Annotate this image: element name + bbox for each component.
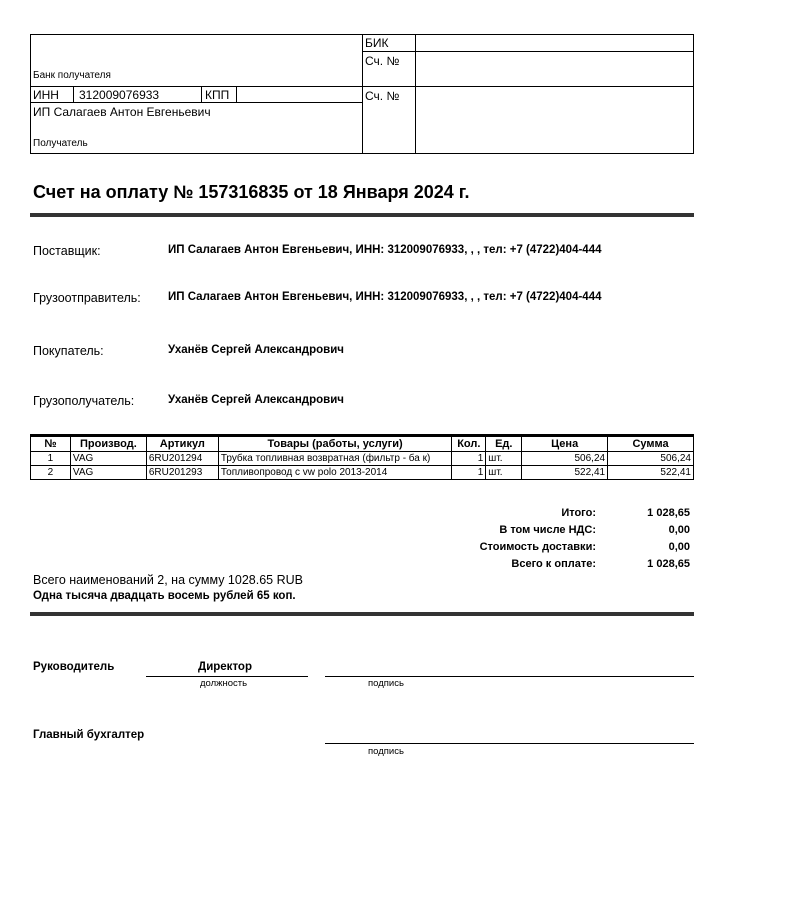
bik-label: БИК bbox=[365, 36, 389, 50]
row-quantity: 1 bbox=[452, 466, 486, 480]
bank-divider-left bbox=[362, 35, 363, 153]
row-goods: Трубка топливная возвратная (фильтр - ба к) bbox=[218, 452, 452, 466]
col-header-quantity: Кол. bbox=[452, 436, 486, 452]
signature-caption-2: подпись bbox=[368, 746, 404, 757]
row-article: 6RU201294 bbox=[146, 452, 218, 466]
total-label: Итого: bbox=[561, 507, 596, 519]
position-line bbox=[146, 676, 308, 677]
row-manufacturer: VAG bbox=[70, 452, 146, 466]
col-header-goods: Товары (работы, услуги) bbox=[218, 436, 452, 452]
account-label-2: Сч. № bbox=[365, 89, 400, 103]
row-sum: 506,24 bbox=[608, 452, 694, 466]
row-manufacturer: VAG bbox=[70, 466, 146, 480]
row-sum: 522,41 bbox=[608, 466, 694, 480]
shipper-value: ИП Салагаев Антон Евгеньевич, ИНН: 312009076933, , , тел: +7 (4722)404-444 bbox=[168, 291, 602, 303]
kpp-divider-right bbox=[236, 86, 237, 102]
col-header-manufacturer: Производ. bbox=[70, 436, 146, 452]
bik-row-line bbox=[362, 51, 693, 52]
shipper-label: Грузоотправитель: bbox=[33, 291, 141, 305]
row-unit: шт. bbox=[486, 466, 522, 480]
bank-divider-right bbox=[415, 35, 416, 153]
col-header-price: Цена bbox=[522, 436, 608, 452]
title-underline bbox=[30, 213, 694, 217]
head-signature-line bbox=[325, 676, 694, 677]
row-number: 1 bbox=[31, 452, 71, 466]
head-label: Руководитель bbox=[33, 661, 115, 673]
position-caption: должность bbox=[200, 678, 248, 689]
row-quantity: 1 bbox=[452, 452, 486, 466]
inn-value: 312009076933 bbox=[79, 88, 160, 102]
consignee-label: Грузополучатель: bbox=[33, 394, 135, 408]
col-header-number: № bbox=[31, 436, 71, 452]
signature-caption-1: подпись bbox=[368, 678, 404, 689]
supplier-value: ИП Салагаев Антон Евгеньевич, ИНН: 312009076933, , , тел: +7 (4722)404-444 bbox=[168, 244, 602, 256]
accountant-signature-line bbox=[325, 743, 694, 744]
col-header-unit: Ед. bbox=[486, 436, 522, 452]
amount-in-words: Одна тысяча двадцать восемь рублей 65 коп. bbox=[33, 590, 296, 602]
invoice-title: Счет на оплату № 157316835 от 18 Января 2024 г. bbox=[33, 182, 470, 202]
grand-total-value: 1 028,65 bbox=[647, 558, 690, 570]
vat-value: 0,00 bbox=[668, 524, 690, 536]
row-article: 6RU201293 bbox=[146, 466, 218, 480]
items-count-summary: Всего наименований 2, на сумму 1028.65 RUB bbox=[33, 573, 303, 587]
grand-total-label: Всего к оплате: bbox=[511, 558, 596, 570]
row-price: 522,41 bbox=[522, 466, 608, 480]
row-number: 2 bbox=[31, 466, 71, 480]
bank-recipient-label: Банк получателя bbox=[33, 70, 111, 81]
inn-divider bbox=[73, 86, 74, 102]
buyer-label: Покупатель: bbox=[33, 344, 104, 358]
summary-underline bbox=[30, 612, 694, 616]
bank-details-box bbox=[30, 34, 694, 154]
vat-label: В том числе НДС: bbox=[499, 524, 596, 536]
kpp-label: КПП bbox=[205, 88, 230, 102]
account-label-1: Сч. № bbox=[365, 54, 400, 68]
bank-mid-line bbox=[31, 86, 693, 87]
row-price: 506,24 bbox=[522, 452, 608, 466]
row-goods: Топливопровод с vw polo 2013-2014 bbox=[218, 466, 452, 480]
col-header-article: Артикул bbox=[146, 436, 218, 452]
recipient-name: ИП Салагаев Антон Евгеньевич bbox=[33, 105, 211, 119]
head-position: Директор bbox=[198, 661, 252, 673]
inn-row-line bbox=[31, 102, 362, 103]
items-table bbox=[30, 434, 694, 480]
col-header-sum: Сумма bbox=[608, 436, 694, 452]
delivery-value: 0,00 bbox=[668, 541, 690, 553]
accountant-label: Главный бухгалтер bbox=[33, 729, 145, 741]
table-header-row bbox=[31, 436, 694, 452]
recipient-label: Получатель bbox=[33, 138, 88, 149]
consignee-value: Уханёв Сергей Александрович bbox=[168, 394, 344, 406]
table-row bbox=[31, 452, 694, 466]
row-unit: шт. bbox=[486, 452, 522, 466]
delivery-label: Стоимость доставки: bbox=[479, 541, 596, 553]
table-row bbox=[31, 466, 694, 480]
kpp-divider-left bbox=[201, 86, 202, 102]
inn-label: ИНН bbox=[33, 88, 59, 102]
total-value: 1 028,65 bbox=[647, 507, 690, 519]
supplier-label: Поставщик: bbox=[33, 244, 101, 258]
buyer-value: Уханёв Сергей Александрович bbox=[168, 344, 344, 356]
